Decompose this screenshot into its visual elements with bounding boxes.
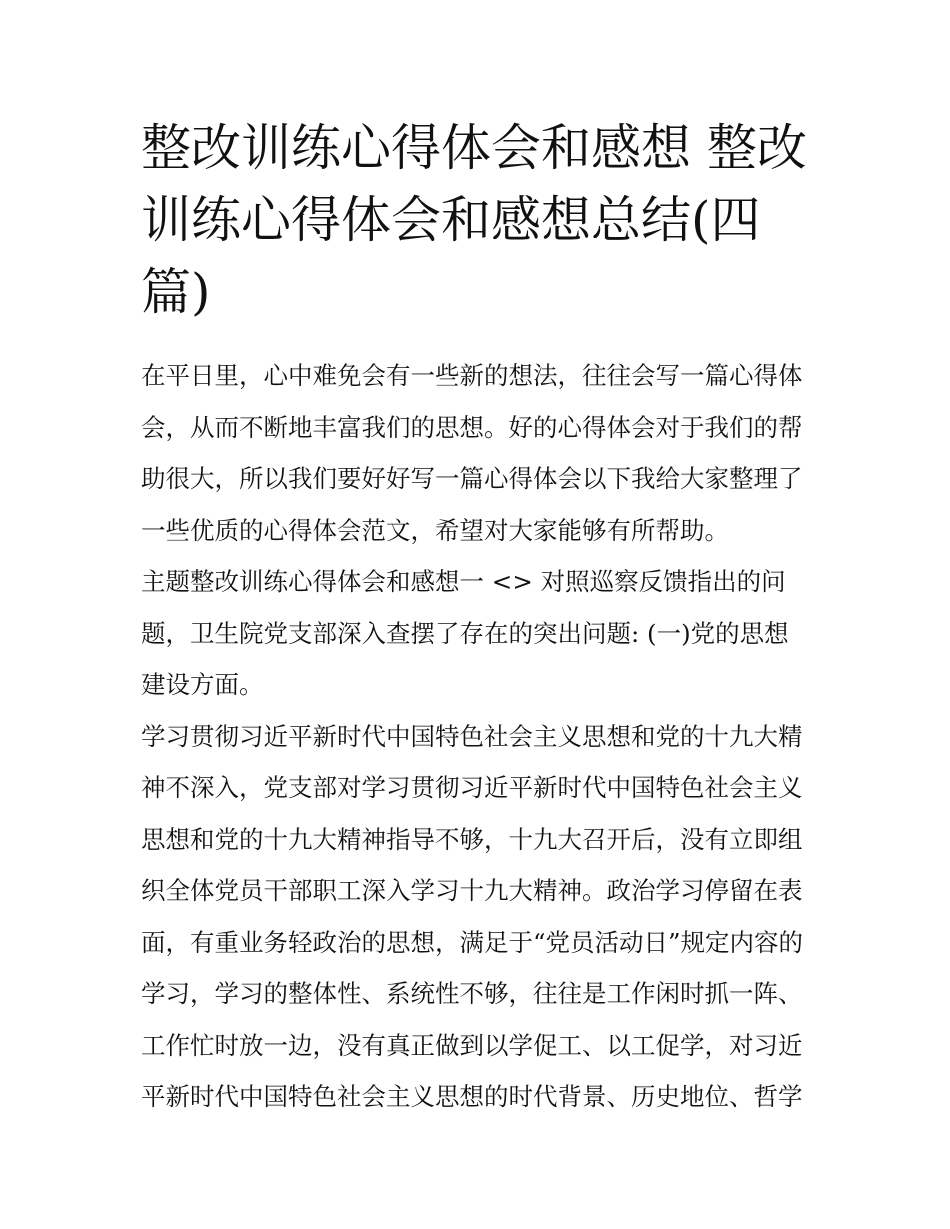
text-line: 建设方面。 [141,670,264,699]
text-line: 学习，学习的整体性、系统性不够，往往是工作闲时抓一阵、 [141,979,803,1008]
paragraph-intro [141,350,811,556]
text-line: 题，卫生院党支部深入查摆了存在的突出问题: (一)党的思想 [141,618,789,648]
title-line: 整改训练心得体会和感想 整改 [141,119,807,177]
paragraph-topic-one [141,556,811,711]
text-line: 面，有重业务轻政治的思想，满足于“党员活动日”规定内容的 [141,927,804,957]
text-line: 助很大，所以我们要好好写一篇心得体会以下我给大家整理了 [141,464,803,493]
paragraph-study [141,711,811,1123]
text-line: 一些优质的心得体会范文，希望对大家能够有所帮助。 [141,515,729,545]
text-line: 会，从而不断地丰富我们的思想。好的心得体会对于我们的帮 [141,412,803,442]
text-line: 在平日里，心中难免会有一些新的想法，往往会写一篇心得体 [141,361,803,390]
text-line: 工作忙时放一边，没有真正做到以学促工、以工促学，对习近 [141,1030,803,1060]
text-line: 主题整改训练心得体会和感想一 <> 对照巡察反馈指出的问 [141,567,786,596]
text-line: 神不深入，党支部对学习贯彻习近平新时代中国特色社会主义 [141,773,803,802]
document-title [141,112,811,328]
title-line: 篇) [141,263,211,321]
text-line: 织全体党员干部职工深入学习十九大精神。政治学习停留在表 [141,876,803,905]
document-page [141,112,811,1123]
text-line: 平新时代中国特色社会主义思想的时代背景、历史地位、哲学 [141,1082,803,1111]
text-line: 学习贯彻习近平新时代中国特色社会主义思想和党的十九大精 [141,721,803,751]
document-body [141,350,811,1123]
text-line: 思想和党的十九大精神指导不够，十九大召开后，没有立即组 [141,824,803,854]
title-line: 训练心得体会和感想总结(四 [141,191,761,249]
